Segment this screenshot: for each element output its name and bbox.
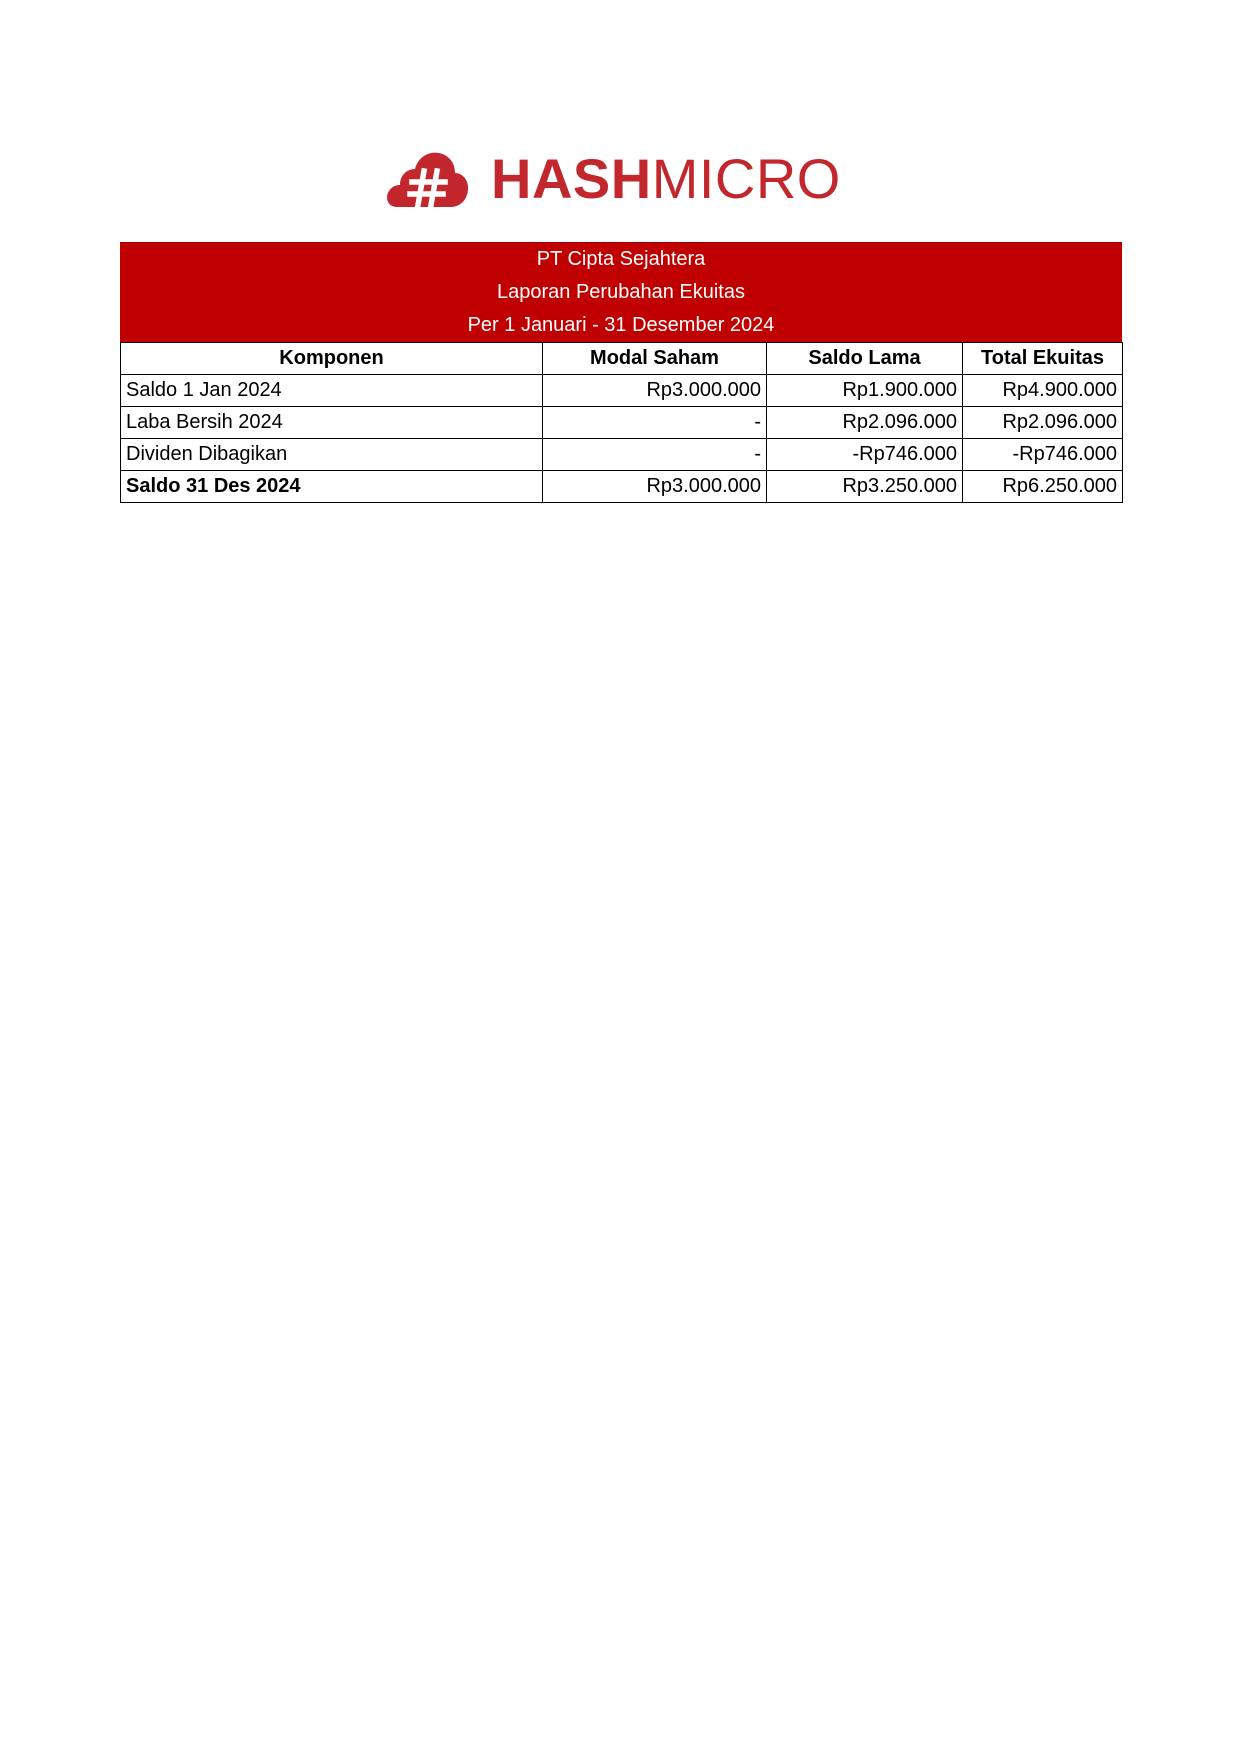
report-period: Per 1 Januari - 31 Desember 2024 (467, 314, 775, 336)
column-header-komponen: Komponen (121, 343, 543, 375)
report-title: Laporan Perubahan Ekuitas (497, 281, 745, 303)
company-name: PT Cipta Sejahtera (536, 248, 706, 270)
saldo-lama-cell: Rp1.900.000 (767, 375, 963, 407)
row-label: Laba Bersih 2024 (121, 407, 543, 439)
table-row (121, 375, 1123, 407)
total-ekuitas-cell: Rp6.250.000 (963, 471, 1123, 503)
table-row-total (121, 471, 1123, 503)
modal-saham-cell: Rp3.000.000 (543, 375, 767, 407)
row-label: Saldo 31 Des 2024 (121, 471, 543, 503)
column-header-total-ekuitas: Total Ekuitas (963, 343, 1123, 375)
equity-table (120, 342, 1123, 503)
table-header-row (121, 343, 1123, 375)
total-ekuitas-cell: Rp2.096.000 (963, 407, 1123, 439)
table-row (121, 407, 1123, 439)
table-row (121, 439, 1123, 471)
column-header-saldo-lama: Saldo Lama (767, 343, 963, 375)
modal-saham-cell: - (543, 407, 767, 439)
hashmicro-logo (385, 147, 841, 210)
total-ekuitas-cell: -Rp746.000 (963, 439, 1123, 471)
total-ekuitas-cell: Rp4.900.000 (963, 375, 1123, 407)
equity-report (120, 242, 1122, 503)
brand-light: MICRO (651, 147, 841, 210)
saldo-lama-cell: Rp2.096.000 (767, 407, 963, 439)
saldo-lama-cell: -Rp746.000 (767, 439, 963, 471)
row-label: Dividen Dibagikan (121, 439, 543, 471)
report-banner (120, 242, 1122, 342)
modal-saham-cell: - (543, 439, 767, 471)
row-label: Saldo 1 Jan 2024 (121, 375, 543, 407)
modal-saham-cell: Rp3.000.000 (543, 471, 767, 503)
column-header-modal-saham: Modal Saham (543, 343, 767, 375)
saldo-lama-cell: Rp3.250.000 (767, 471, 963, 503)
brand-bold: HASH (491, 147, 652, 210)
cloud-hash-icon (385, 149, 469, 209)
brand-wordmark (491, 149, 841, 209)
